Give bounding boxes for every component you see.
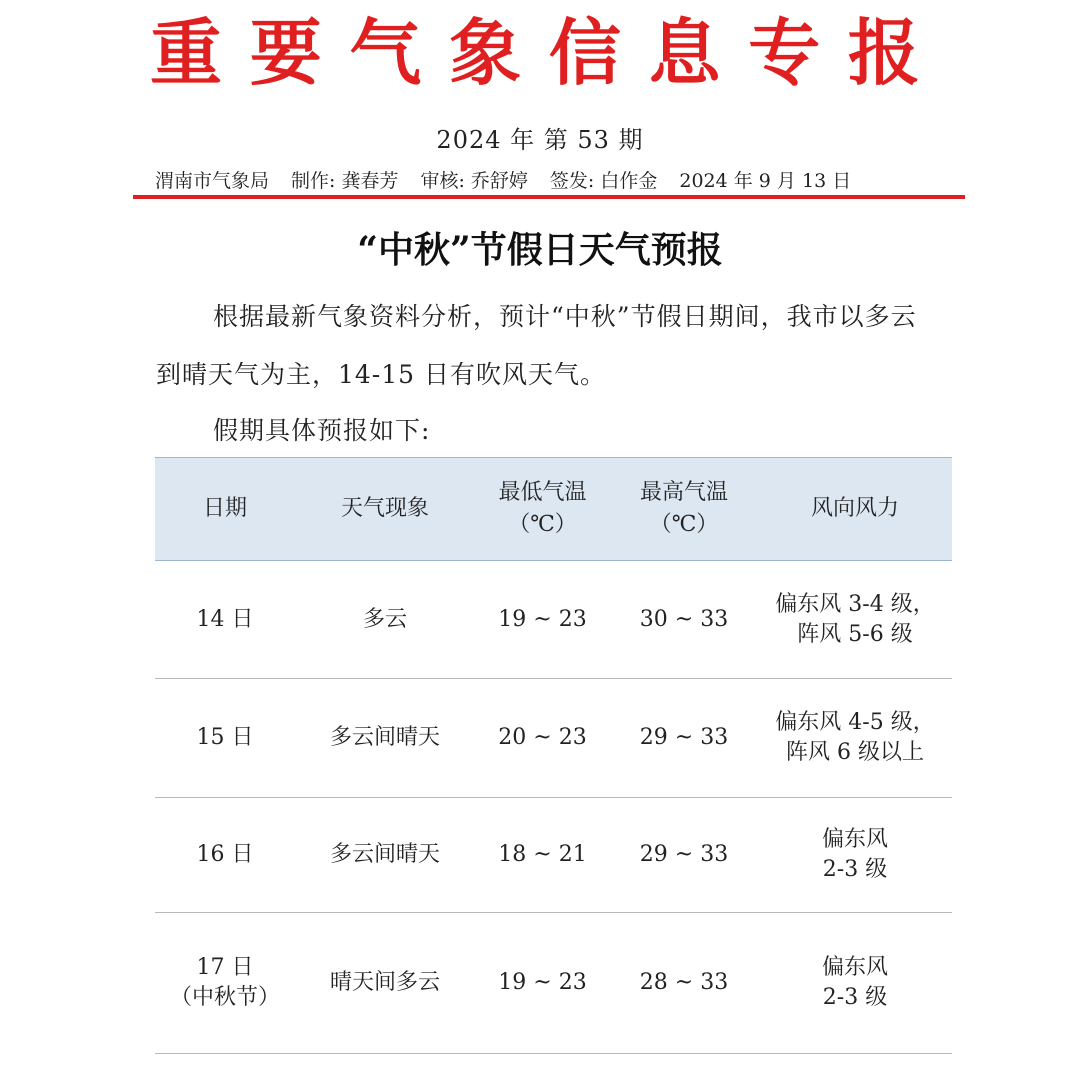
header-weather: 天气现象 bbox=[295, 458, 475, 561]
cell-max-temp: 29 ~ 33 bbox=[610, 798, 758, 913]
cell-date bbox=[155, 679, 295, 798]
wind-line-1: 偏东风 4-5 级， bbox=[775, 710, 935, 735]
wind-line-2: 2-3 级 bbox=[822, 857, 888, 882]
forecast-intro: 假期具体预报如下: bbox=[213, 416, 431, 445]
forecast-table bbox=[155, 457, 952, 1054]
wind-line-2: 2-3 级 bbox=[822, 985, 888, 1010]
header-max-temp-label: 最高气温 bbox=[639, 480, 728, 505]
wind-line-1: 偏东风 bbox=[821, 827, 888, 852]
table-row bbox=[155, 913, 952, 1054]
table-header-row bbox=[155, 458, 952, 561]
date-text: 15 日 bbox=[196, 725, 254, 750]
header-date: 日期 bbox=[155, 458, 295, 561]
date-text: 14 日 bbox=[196, 606, 254, 632]
masthead-char: 信 bbox=[548, 10, 621, 95]
cell-max-temp: 28 ~ 33 bbox=[610, 913, 758, 1054]
wind-line-2: 阵风 6 级以上 bbox=[786, 740, 924, 765]
reviewer: 审核: 乔舒婷 bbox=[420, 170, 528, 192]
table-row bbox=[155, 561, 952, 679]
table-row bbox=[155, 679, 952, 798]
cell-min-temp: 18 ~ 21 bbox=[475, 798, 610, 913]
header-min-temp bbox=[475, 458, 610, 561]
masthead-char: 象 bbox=[449, 10, 522, 95]
red-divider bbox=[133, 195, 965, 199]
cell-wind bbox=[758, 913, 952, 1054]
issuer: 签发: 白作金 bbox=[549, 170, 658, 192]
issue-date: 2024 年 9 月 13 日 bbox=[679, 170, 852, 192]
cell-wind bbox=[758, 798, 952, 913]
masthead-char: 要 bbox=[249, 10, 322, 95]
cell-weather: 多云间晴天 bbox=[295, 679, 475, 798]
masthead-char: 专 bbox=[748, 10, 821, 95]
document-title: “中秋”节假日天气预报 bbox=[357, 229, 723, 271]
cell-date bbox=[155, 561, 295, 679]
header-wind: 风向风力 bbox=[758, 458, 952, 561]
date-text: 16 日 bbox=[196, 842, 254, 867]
cell-max-temp: 30 ~ 33 bbox=[610, 561, 758, 679]
intro-paragraph: 根据最新气象资料分析，预计“中秋”节假日期间，我市以多云到晴天气为主，14-15 日有吹风天气。 bbox=[156, 302, 917, 389]
date-note: （中秋节） bbox=[169, 985, 280, 1010]
producer: 制作: 龚春芳 bbox=[291, 170, 399, 192]
cell-date bbox=[155, 798, 295, 913]
cell-max-temp: 29 ~ 33 bbox=[610, 679, 758, 798]
cell-min-temp: 19 ~ 23 bbox=[475, 913, 610, 1054]
masthead-char: 重 bbox=[150, 10, 223, 95]
cell-min-temp: 20 ~ 23 bbox=[475, 679, 610, 798]
masthead-char: 息 bbox=[648, 10, 721, 95]
cell-min-temp: 19 ~ 23 bbox=[475, 561, 610, 679]
header-min-temp-label: 最低气温 bbox=[498, 480, 587, 505]
header-min-temp-unit: （℃） bbox=[508, 512, 577, 537]
header-max-temp-unit: （℃） bbox=[649, 512, 719, 537]
cell-wind bbox=[758, 561, 952, 679]
cell-date bbox=[155, 913, 295, 1054]
wind-line-1: 偏东风 bbox=[821, 955, 888, 980]
publication-meta bbox=[155, 166, 851, 193]
table-row bbox=[155, 798, 952, 913]
issue-number: 2024 年 第 53 期 bbox=[436, 126, 644, 154]
cell-weather: 多云间晴天 bbox=[295, 798, 475, 913]
masthead-char: 气 bbox=[349, 10, 422, 95]
date-text: 17 日 bbox=[196, 955, 254, 980]
cell-weather: 晴天间多云 bbox=[295, 913, 475, 1054]
header-max-temp bbox=[610, 458, 758, 561]
cell-wind bbox=[758, 679, 952, 798]
wind-line-1: 偏东风 3-4 级， bbox=[775, 591, 935, 617]
masthead-title bbox=[150, 8, 920, 98]
wind-line-2: 阵风 5-6 级 bbox=[797, 621, 913, 647]
masthead-char: 报 bbox=[847, 10, 920, 95]
bureau-name: 渭南市气象局 bbox=[155, 170, 270, 192]
cell-weather: 多云 bbox=[295, 561, 475, 679]
